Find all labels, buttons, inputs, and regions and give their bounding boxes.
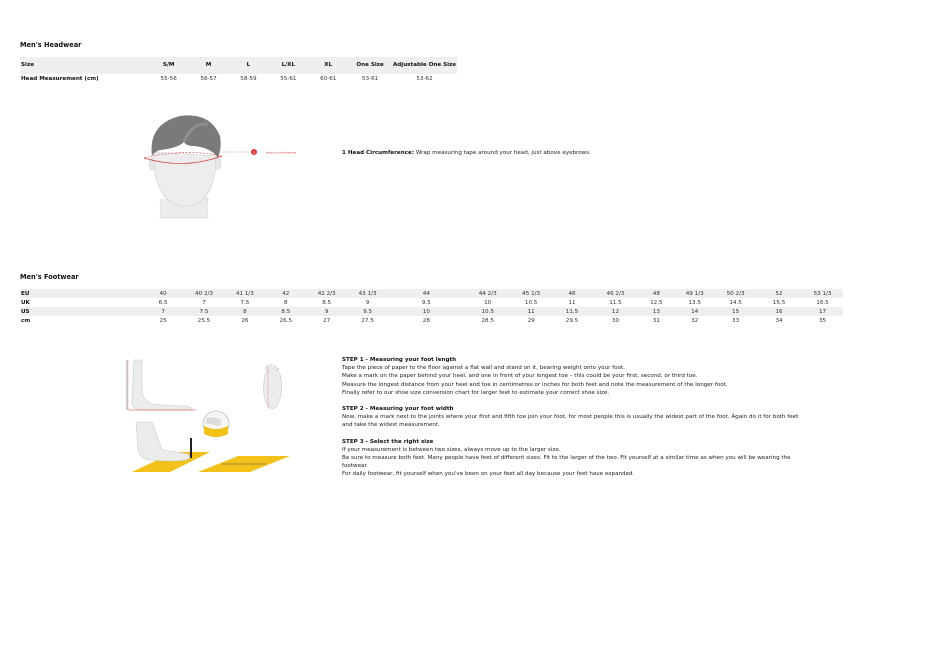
table-cell: 11 [511, 307, 552, 316]
size-cell: L [228, 57, 268, 74]
table-cell: 50 2/3 [715, 289, 756, 298]
table-cell: 27.5 [361, 317, 374, 324]
step-1-line: Finally refer to our shoe size conversion chart for larger feet to estimate your correct shoe size. [342, 389, 610, 396]
headwear-size-table [20, 57, 457, 83]
measurement-cell: 55-56 [160, 75, 177, 82]
table-cell: 10.5 [524, 299, 538, 306]
table-cell: 9.5 [347, 307, 388, 316]
footwear-row-uk [20, 298, 843, 307]
table-cell: 28.5 [481, 317, 494, 324]
table-cell: 35 [818, 317, 827, 324]
headwear-size-row [20, 57, 457, 74]
step-1-title: STEP 1 - Measuring your foot length [342, 357, 457, 363]
table-cell: 28 [422, 317, 430, 324]
table-cell: 46 [552, 289, 593, 298]
step-2-title: STEP 2 - Measuring your foot width [342, 406, 454, 413]
table-cell: 42 [265, 289, 306, 298]
table-cell: 27 [323, 317, 331, 324]
foot-side-icon [132, 360, 192, 410]
headwear-title: Men's Headwear [20, 41, 82, 49]
size-header: Size [20, 57, 149, 74]
table-cell: 29 [527, 317, 535, 324]
table-cell: 7 [202, 299, 206, 306]
measurement-cell: 56-57 [200, 75, 217, 82]
instruction-title: 1 Head Circumference: [342, 150, 415, 156]
row-label: cm [21, 317, 31, 324]
table-cell: 52 [756, 289, 802, 298]
footwear-row-cm [20, 316, 843, 325]
table-cell: 11.5 [552, 307, 593, 316]
table-cell: 32 [691, 317, 699, 324]
table-cell: 25.5 [197, 317, 211, 324]
step-3-title: STEP 3 - Select the right size [342, 438, 434, 445]
table-cell: 40 2/3 [184, 289, 225, 298]
footwear-row-eu [20, 289, 843, 298]
measurement-cell: 53-62 [416, 75, 433, 82]
table-cell: 30 [611, 317, 620, 324]
step-3-line: If your measurement is between two sizes, always move up to the larger size. [342, 446, 561, 453]
head-circumference-instruction [342, 149, 591, 157]
table-cell: 6.5 [158, 299, 168, 306]
table-cell: 9 [365, 299, 370, 306]
table-cell: 44 [388, 289, 465, 298]
size-cell: One Size [348, 57, 392, 74]
table-cell: 11 [568, 299, 576, 306]
table-cell: 15 [715, 307, 756, 316]
table-cell: 48 [638, 289, 674, 298]
measurement-cell: 58-59 [240, 75, 257, 82]
size-cell: XL [308, 57, 348, 74]
table-cell: 31 [652, 317, 660, 324]
callout-label: Head circumference [266, 150, 297, 155]
headwear-measurement-row [20, 74, 457, 83]
step-2-line: Now, make a mark next to the joints where your first and fifth toe join your foot, for most people this is usually the widest part of the foot. Again do it for both feet and take the widest measurement. [342, 414, 799, 429]
table-cell: 40 [143, 289, 184, 298]
row-label: EU [20, 289, 143, 298]
head-measurement-diagram [138, 112, 308, 222]
table-cell: 25 [159, 317, 167, 324]
table-cell: 42 2/3 [306, 289, 347, 298]
table-cell: 44 2/3 [465, 289, 511, 298]
table-cell: 46 2/3 [592, 289, 638, 298]
table-cell: 15.5 [772, 299, 786, 306]
table-cell: 7.5 [240, 299, 250, 306]
row-label: UK [21, 299, 30, 306]
table-cell: 26 [241, 317, 249, 324]
step-3-line: Be sure to measure both feet. Many people have feet of different sizes. Fit to the larger of the two. Fit yourself at a similar time as when you will be wearing the footwear. [342, 455, 791, 470]
foot-standing-icon [136, 422, 190, 461]
table-cell: 10.5 [465, 307, 511, 316]
table-cell: 8 [224, 307, 265, 316]
step-1-line: Measure the longest distance from your heel and toe in centimetres or inches for both feet and note the measurement of the longer foot. [342, 381, 728, 388]
table-cell: 8.5 [322, 299, 332, 306]
footwear-title: Men's Footwear [20, 273, 79, 281]
table-cell: 14.5 [729, 299, 742, 306]
callout-number: 1 [252, 150, 256, 155]
table-cell: 13 [638, 307, 674, 316]
footwear-row-us [20, 307, 843, 316]
size-cell: Adjustable One Size [392, 57, 457, 74]
table-cell: 9 [306, 307, 347, 316]
table-cell: 14 [674, 307, 715, 316]
table-cell: 49 1/3 [674, 289, 715, 298]
table-cell: 12.5 [650, 299, 663, 306]
table-cell: 10 [484, 299, 492, 306]
measurement-cell: 55-61 [280, 75, 297, 82]
footwear-size-table [20, 289, 843, 325]
table-cell: 45 1/3 [511, 289, 552, 298]
step-3-line: For daily footwear, fit yourself when you've been on your feet all day because your feet have expanded. [342, 471, 635, 478]
table-cell: 12 [592, 307, 638, 316]
table-cell: 9.5 [421, 299, 431, 306]
measurement-header: Head Measurement (cm) [21, 75, 99, 82]
wall-icon [126, 360, 128, 410]
step-1-line: Make a mark on the paper behind your heel, and one in front of your longest toe – this could be your first, second, or third toe. [342, 373, 698, 380]
row-label: US [20, 307, 143, 316]
table-cell: 8.5 [265, 307, 306, 316]
table-cell: 33 [732, 317, 740, 324]
foot-sole-icon [264, 369, 282, 409]
measurement-cell: 53-61 [361, 75, 379, 82]
table-cell: 7 [143, 307, 184, 316]
size-cell: M [189, 57, 229, 74]
table-cell: 11.5 [609, 299, 622, 306]
instruction-text: Wrap measuring tape around your head, just above eyebrows. [415, 150, 591, 156]
table-cell: 34 [775, 317, 783, 324]
table-cell: 17 [802, 307, 843, 316]
table-cell: 41 1/3 [224, 289, 265, 298]
table-cell: 10 [388, 307, 465, 316]
foot-measurement-diagram [118, 356, 298, 476]
table-cell: 43 1/3 [347, 289, 388, 298]
table-cell: 29.5 [565, 317, 579, 324]
table-cell: 16 [756, 307, 802, 316]
pen-icon [190, 438, 192, 458]
table-cell: 8 [284, 299, 288, 306]
table-cell: 16.5 [816, 299, 829, 306]
table-cell: 7.5 [184, 307, 225, 316]
step-1-line: Tape the piece of paper to the floor against a flat wall and stand on it, bearing weight onto your foot. [342, 365, 625, 372]
size-cell: S/M [149, 57, 189, 74]
foot-instructions [342, 356, 807, 479]
table-cell: 53 1/3 [802, 289, 843, 298]
measurement-cell: 60-61 [320, 75, 337, 82]
table-cell: 26.5 [279, 317, 293, 324]
size-cell: L/XL [268, 57, 308, 74]
table-cell: 13.5 [688, 299, 701, 306]
